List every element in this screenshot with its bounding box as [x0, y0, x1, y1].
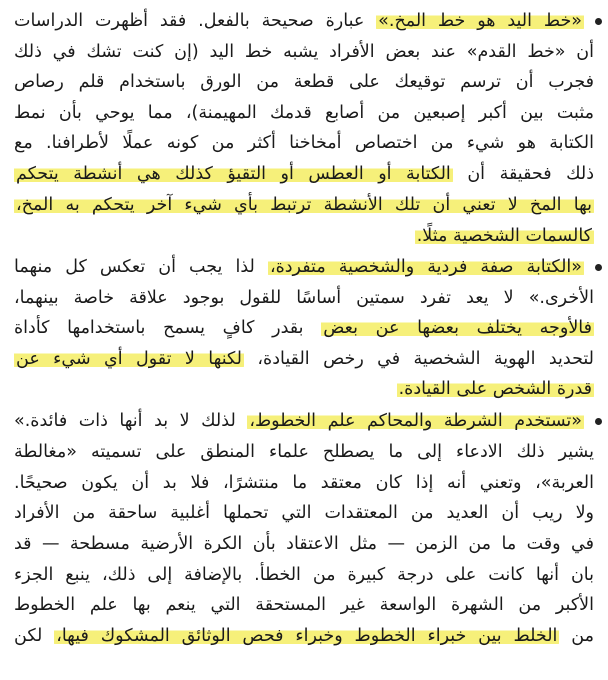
text-segment: الكتابة هو شيء من اختصاص أمخاخنا أكثر من كونه عملًا لأطرافنا. مع: [14, 133, 594, 153]
highlighted-text: فالأوجه يختلف بعضها عن بعض: [323, 318, 593, 338]
text-line: [14, 128, 594, 158]
text-segment: الأخرى.» لا يعد تفرد سمتين أساسًا للقول بوجود علاقة خاصة بينهما،: [14, 288, 594, 308]
text-segment: أن «خط القدم» عند بعض الأفراد يشبه خط اليد (إن كنت تشك في ذلك: [14, 42, 594, 62]
highlighted-text: «تستخدم الشرطة والمحاكم علم الخطوط،: [249, 411, 583, 431]
text-line: [14, 560, 594, 590]
highlighted-text: قدرة الشخص على القيادة.: [398, 379, 592, 399]
text-segment: لذا يجب أن تعكس كل منهما: [14, 257, 268, 277]
bullet-icon: [595, 264, 602, 271]
text-line: [14, 67, 594, 97]
highlighted-text: «خط اليد هو خط المخ.»: [378, 11, 582, 31]
text-line: [14, 313, 594, 343]
highlighted-text: كالسمات الشخصية مثلًا.: [416, 226, 592, 246]
text-segment: ذلك فحقيقة أن: [452, 164, 594, 184]
text-segment: عبارة صحيحة بالفعل. فقد أظهرت الدراسات: [14, 11, 377, 31]
text-line: [14, 37, 594, 67]
text-segment: بان أنها كانت على درجة كبيرة من الخطأ. بالإضافة إلى ذلك، ينبع الجزء: [14, 565, 594, 585]
highlighted-text: الخلط بين خبراء الخطوط وخبراء فحص الوثائق المشكوك فيها،: [56, 626, 558, 646]
text-segment: العربة»، وتعني أنه إذا كان معتقد ما منتشرًا، فلا بد أن يكون صحيحًا.: [14, 473, 594, 493]
text-segment: لكن: [14, 626, 55, 646]
text-line: [14, 159, 594, 189]
text-segment: لذلك لا بد أنها ذات فائدة.»: [14, 411, 248, 431]
text-segment: لتحديد الهوية الشخصية في رخص القيادة،: [243, 349, 595, 369]
text-line: [14, 498, 594, 528]
text-segment: يشير ذلك الادعاء إلى ما يصطلح علماء المنطق على تسميته «مغالطة: [14, 442, 594, 462]
text-line: [14, 252, 584, 282]
highlighted-text: بها المخ لا تعني أن تلك الأنشطة ترتبط بأي شيء آخر يتحكم به المخ،: [16, 195, 592, 215]
text-line: [14, 529, 594, 559]
bullet-icon: [595, 18, 602, 25]
text-line: [14, 283, 594, 313]
text-line: [14, 221, 594, 251]
highlighted-text: لكنها لا تقول أي شيء عن: [16, 349, 242, 369]
text-line: [14, 6, 584, 36]
text-line: [14, 437, 594, 467]
text-line: [14, 190, 594, 220]
text-line: [14, 590, 594, 620]
text-line: [14, 406, 584, 436]
bullet-icon: [595, 418, 602, 425]
text-line: [14, 621, 594, 651]
text-segment: من: [559, 626, 594, 646]
text-line: [14, 98, 594, 128]
text-line: [14, 374, 594, 404]
text-line: [14, 344, 594, 374]
text-segment: فجرب أن ترسم توقيعك على قطعة من الورق باستخدام قلم رصاص: [14, 72, 594, 92]
highlighted-text: «الكتابة صفة فردية والشخصية متفردة،: [269, 257, 582, 277]
text-segment: في وقت ما من الزمن — مثل الاعتقاد بأن الكرة الأرضية مسطحة — قد: [14, 534, 594, 554]
text-segment: الأكبر من الشهرة الواسعة غير المستحقة التي ينعم بها علم الخطوط: [14, 595, 594, 615]
text-segment: مثبت بين أكبر إصبعين من أصابع قدمك المهيمنة)، مما يوحي بأن نمط: [14, 103, 594, 123]
text-line: [14, 468, 594, 498]
text-segment: بقدر كافٍ يسمح باستخدامها كأداة: [14, 318, 322, 338]
highlighted-text: الكتابة أو العطس أو التقيؤ كذلك هي أنشطة يتحكم: [16, 164, 451, 184]
text-segment: ولا ريب أن العديد من المعتقدات التي تحملها أغلبية ساحقة من الأفراد: [14, 503, 594, 523]
